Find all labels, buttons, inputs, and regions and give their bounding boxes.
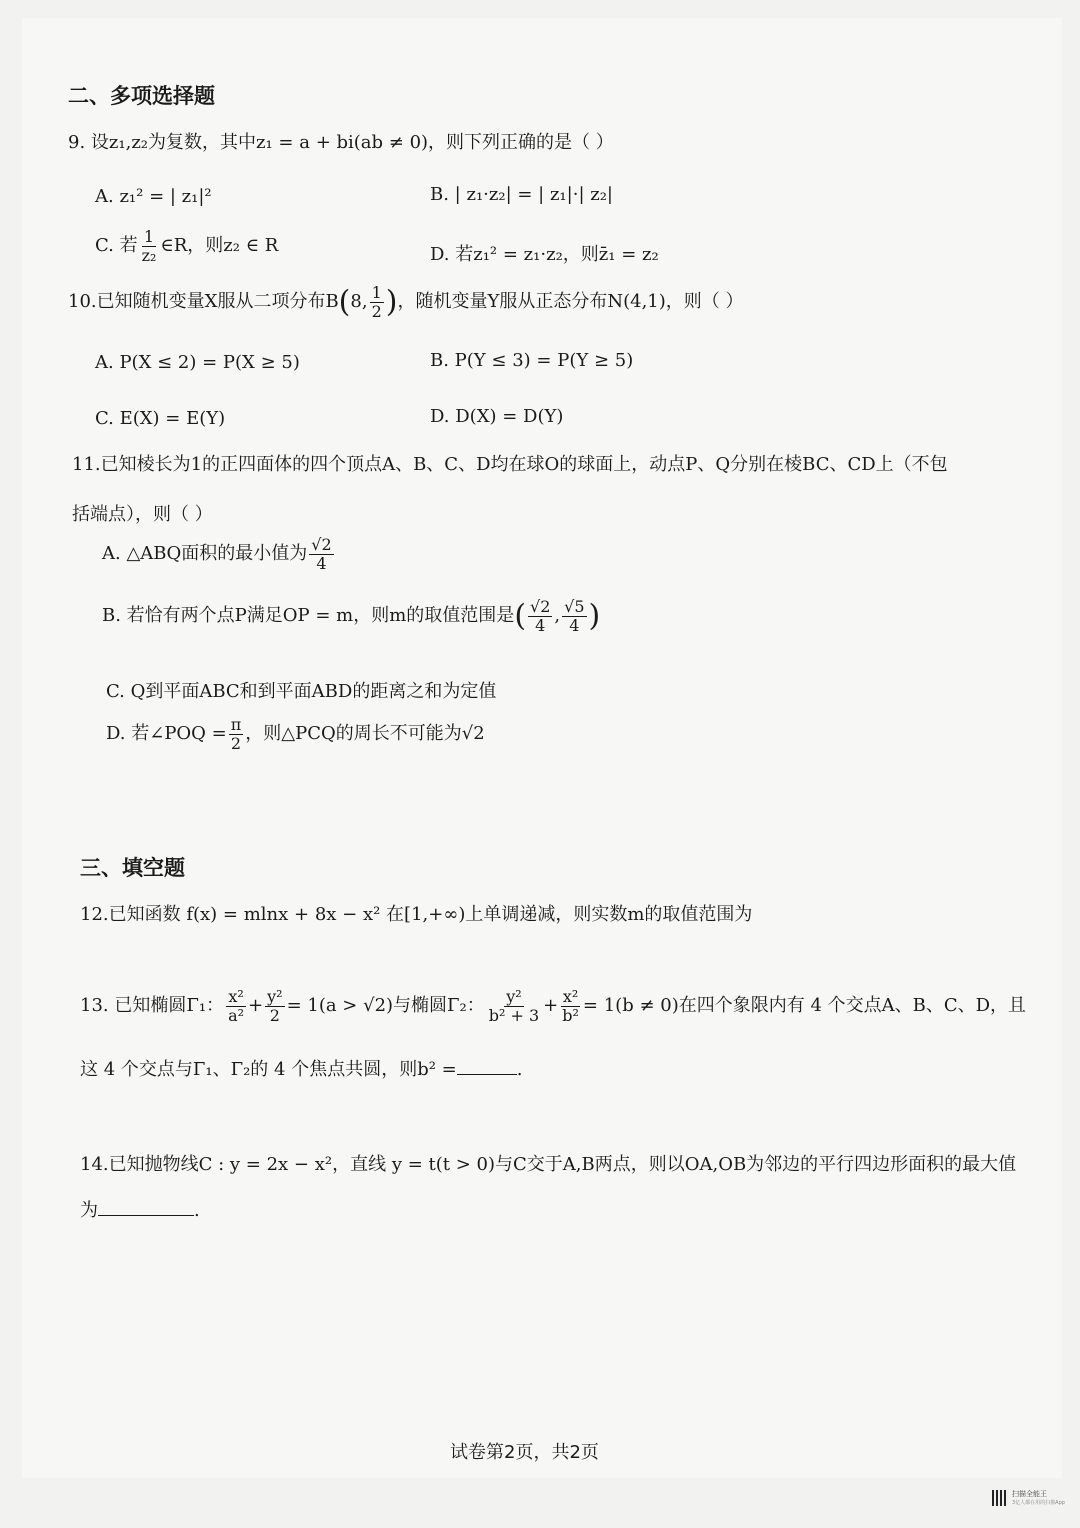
fraction-den: b² (562, 1005, 579, 1025)
plus-sign: + (543, 995, 559, 1017)
question-10-option-b: B. P(Y ≤ 3) = P(Y ≥ 5) (430, 350, 634, 371)
question-9-option-b: B. | z₁·z₂| = | z₁|·| z₂| (430, 184, 613, 205)
section-title-fill-blank: 三、填空题 (80, 856, 185, 880)
page-footer: 试卷第2页，共2页 (450, 1442, 599, 1463)
question-11-option-d (106, 716, 485, 752)
question-11-option-a (102, 536, 336, 572)
question-10-option-c: C. E(X) = E(Y) (95, 408, 226, 429)
left-paren: ( (514, 598, 527, 634)
question-10-option-a: A. P(X ≤ 2) = P(X ≥ 5) (95, 352, 300, 373)
fraction-den: 2 (269, 1005, 280, 1025)
question-13-line2 (80, 1055, 522, 1081)
fraction (229, 716, 244, 752)
fraction-num: 1 (371, 283, 382, 302)
fraction (265, 988, 284, 1024)
question-12: 12.已知函数 f(x) = mlnx + 8x − x² 在[1,+∞)上单调递减，则实数m的取值范围为 (80, 904, 753, 925)
fraction (528, 598, 552, 634)
fraction (140, 228, 159, 264)
fraction-num: √2 (530, 597, 551, 616)
fraction-num: π (230, 715, 242, 734)
option-c-label: C. 若 (95, 235, 138, 257)
question-9-stem: 9. 设z₁,z₂为复数，其中z₁ = a + bi(ab ≠ 0)，则下列正确的是（ ） (68, 132, 614, 153)
fraction-num: x² (228, 987, 244, 1006)
q11-b-text: B. 若恰有两个点P满足OP = m，则m的取值范围是 (102, 605, 515, 627)
q14-line2-text: 为 (80, 1200, 98, 1221)
question-11-option-c: C. Q到平面ABC和到平面ABD的距离之和为定值 (106, 681, 497, 702)
question-10-option-d: D. D(X) = D(Y) (430, 406, 564, 427)
fraction-den: b² + 3 (488, 1005, 540, 1025)
q13-part-b: = 1(a > √2)与椭圆Γ₂： (286, 995, 485, 1017)
question-11-option-b: B. 若恰有两个点P满足OP = m，则m的取值范围是( $\frac{√2}{4}$ , $\frac{√5}{4}$ ) (102, 597, 601, 635)
right-paren: ) (385, 284, 398, 320)
fraction-den: 4 (569, 615, 580, 635)
q14-end: . (194, 1200, 200, 1221)
fraction-den: 4 (535, 615, 546, 635)
q10-stem-part-b: 8, (350, 291, 368, 313)
scanner-brand-subtitle: 3亿人都在用的扫描App (1012, 1500, 1065, 1506)
question-9-option-d: D. 若z₁² = z₁·z₂，则z̄₁ = z₂ (430, 244, 659, 265)
q10-stem-part-a: 10.已知随机变量X服从二项分布B (68, 291, 339, 313)
q13-end: . (516, 1059, 523, 1080)
question-13-line1 (80, 988, 1026, 1024)
question-14-line1: 14.已知抛物线C : y = 2x − x²，直线 y = t(t > 0)与C交于A,B两点，则以OA,OB为邻边的平行四边形面积的最大值 (80, 1154, 1017, 1175)
qr-code-icon (992, 1490, 1008, 1506)
fraction (370, 284, 384, 320)
question-10-stem (68, 284, 744, 320)
section-title-multiple-choice: 二、多项选择题 (68, 84, 215, 108)
fraction-den: 2 (230, 733, 242, 753)
fraction-num: √2 (311, 535, 332, 554)
q11-d-text: D. 若∠POQ = (106, 723, 227, 745)
fraction-num: 1 (143, 227, 155, 246)
left-paren: ( (338, 284, 351, 320)
question-9-option-c (95, 228, 278, 264)
fraction (487, 988, 541, 1024)
fraction-den: a² (228, 1005, 245, 1025)
answer-blank[interactable] (98, 1197, 194, 1216)
q13-part-a: 13. 已知椭圆Γ₁： (80, 995, 225, 1017)
question-11-stem-line1: 11.已知棱长为1的正四面体的四个顶点A、B、C、D均在球O的球面上，动点P、Q分别在棱BC、CD上（不包 (72, 454, 948, 475)
fraction (562, 598, 586, 634)
question-14-line2 (80, 1196, 200, 1222)
question-9-option-a: A. z₁² = | z₁|² (95, 186, 212, 207)
answer-blank[interactable] (457, 1056, 517, 1075)
fraction-den: z₂ (141, 245, 157, 265)
fraction-den: 4 (316, 553, 327, 573)
fraction (226, 988, 246, 1024)
q11-d-rest: ，则△PCQ的周长不可能为√2 (245, 723, 485, 745)
q13-part-c: = 1(b ≠ 0)在四个象限内有 4 个交点A、B、C、D，且 (582, 995, 1027, 1017)
fraction-num: y² (506, 987, 522, 1006)
right-paren: ) (588, 598, 601, 634)
plus-sign: + (248, 995, 264, 1017)
option-c-rest: ∈R，则z₂ ∈ R (160, 235, 279, 257)
fraction (309, 536, 333, 572)
fraction-num: y² (267, 987, 283, 1006)
q10-stem-part-c: ，随机变量Y服从正态分布N(4,1)，则（ ） (397, 291, 744, 313)
q13-line2-text: 这 4 个交点与Γ₁、Γ₂的 4 个焦点共圆，则b² = (80, 1059, 457, 1080)
fraction-den: 2 (371, 301, 382, 321)
scanner-brand-label: 扫描全能王 (1012, 1490, 1047, 1498)
fraction (560, 988, 581, 1024)
q11-a-text: A. △ABQ面积的最小值为 (102, 543, 308, 565)
fraction-num: x² (562, 987, 579, 1006)
question-11-stem-line2: 括端点），则（ ） (72, 504, 213, 525)
fraction-num: √5 (564, 597, 585, 616)
